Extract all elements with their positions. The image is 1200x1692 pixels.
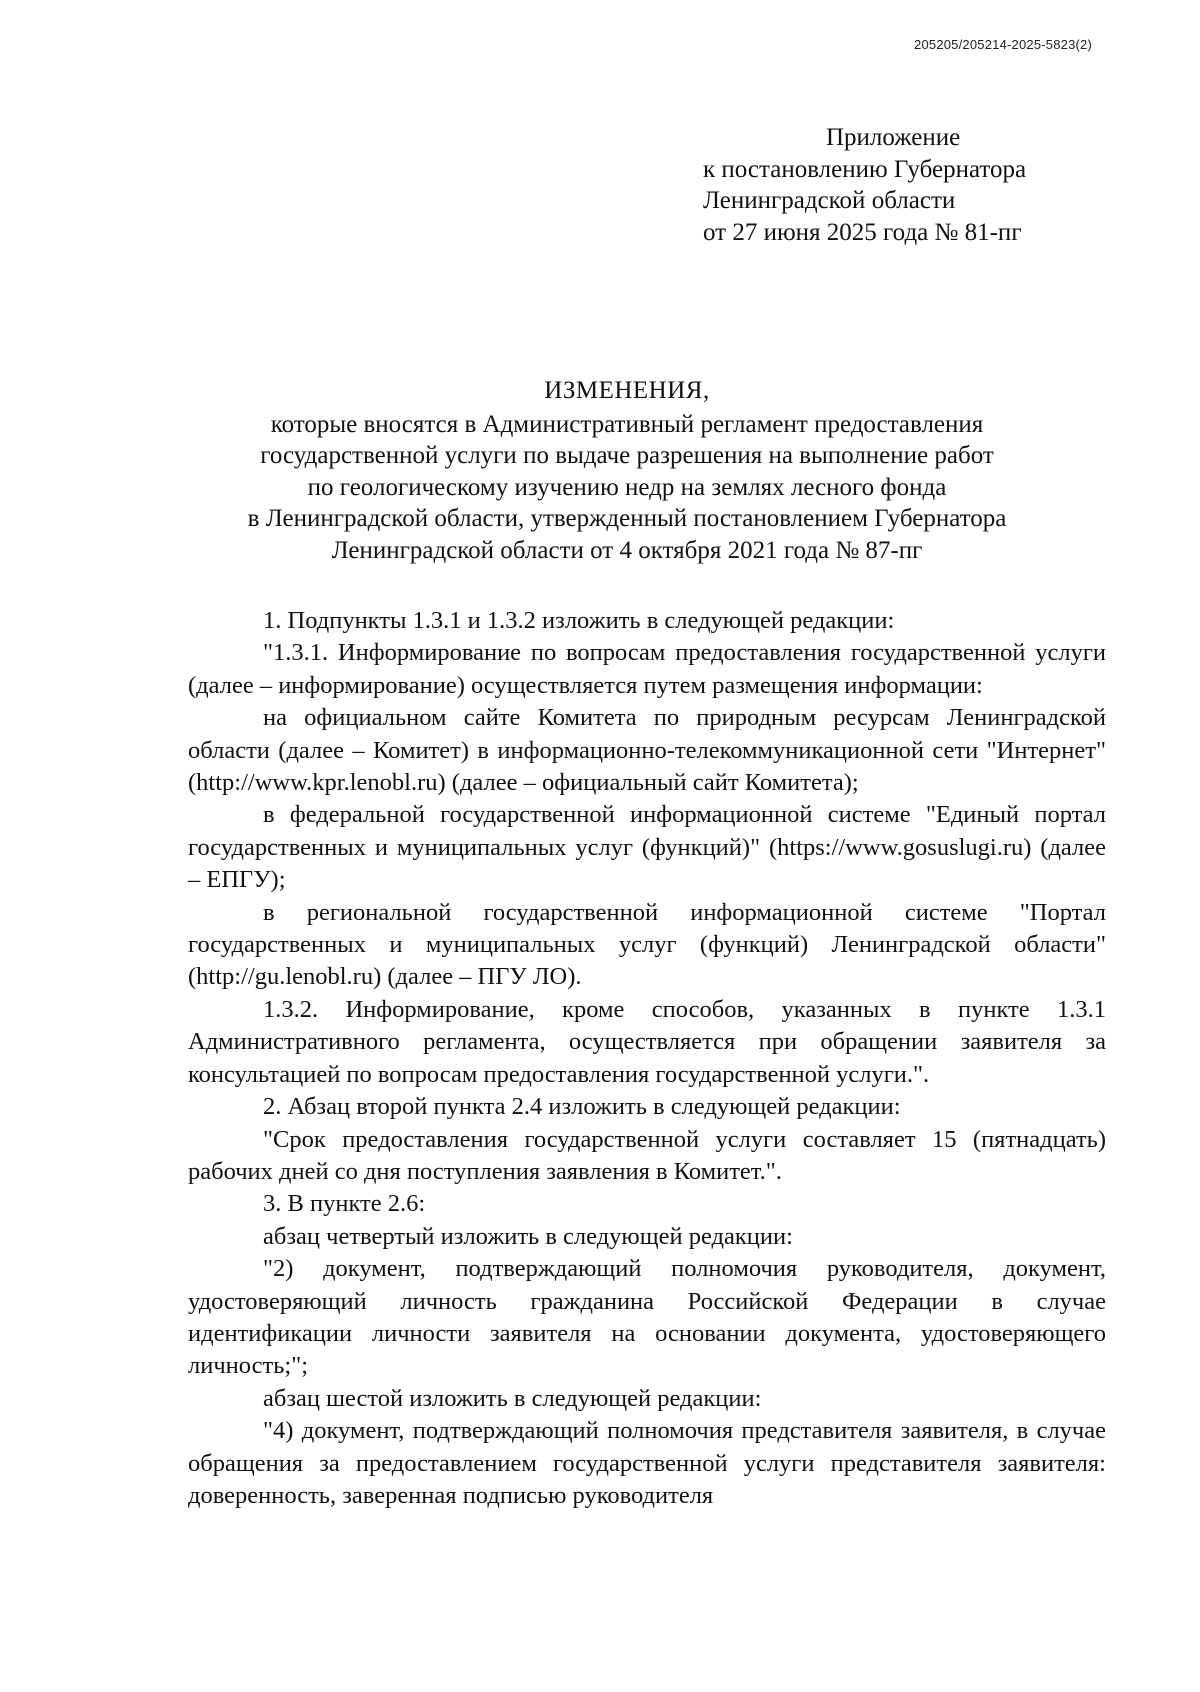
body-paragraph: "4) документ, подтверждающий полномочия представителя заявителя, в случае обращения за предоставлением государственной услуги представителя заявителя: доверенность, заверенная подписью руководителя (188, 1417, 1106, 1509)
body-paragraph: "Срок предоставления государственной услуги составляет 15 (пятнадцать) рабочих дней со дня поступления заявления в Комитет.". (188, 1125, 1106, 1185)
body-paragraph: "2) документ, подтверждающий полномочия руководителя, документ, удостоверяющий личность гражданина Российской Федерации в случае идентификации личности заявителя на основании документа, удостоверяющего личность;"; (188, 1255, 1106, 1380)
document-registration-number: 205205/205214-2025-5823(2) (914, 37, 1092, 52)
body-paragraph: 2. Абзац второй пункта 2.4 изложить в следующей редакции: (263, 1093, 901, 1121)
body-paragraph: в федеральной государственной информационной системе "Единый портал государственных и муниципальных услуг (функций)" (https://www.gosuslugi.ru) (далее – ЕПГУ); (188, 801, 1106, 894)
body-paragraph: абзац шестой изложить в следующей редакции: (263, 1384, 762, 1412)
document-body (188, 605, 1106, 1512)
document-subtitle-line: Ленинградской области от 4 октября 2021 года № 87-пг (331, 536, 923, 564)
body-paragraph: 1. Подпункты 1.3.1 и 1.3.2 изложить в следующей редакции: (263, 607, 895, 634)
appendix-block (703, 122, 1123, 248)
document-title: ИЗМЕНЕНИЯ, (544, 377, 710, 404)
body-paragraph: "1.3.1. Информирование по вопросам предоставления государственной услуги (далее – информирование) осуществляется путем размещения информации: (188, 639, 1106, 699)
body-paragraph: на официальном сайте Комитета по природным ресурсам Ленинградской области (далее – Комитет) в информационно-телекоммуникационной сети "Интернет" (http://www.kpr.lenobl.ru) (далее – официальный сайт Комитета); (188, 704, 1106, 797)
body-paragraph: в региональной государственной информационной системе "Портал государственных и муниципальных услуг (функций) Ленинградской области" (http://gu.lenobl.ru) (далее – ПГУ ЛО). (188, 898, 1106, 991)
document-subtitle-line: в Ленинградской области, утвержденный постановлением Губернатора (247, 505, 1007, 532)
document-subtitle-line: по геологическому изучению недр на землях лесного фонда (307, 473, 947, 501)
document-subtitle-line: государственной услуги по выдаче разрешения на выполнение работ (260, 442, 994, 469)
appendix-line-resolution: к постановлению Губернатора (703, 155, 1027, 183)
document-subtitle-line: которые вносятся в Административный регламент предоставления (270, 410, 984, 438)
document-title-block (150, 375, 1104, 566)
appendix-line-date-number: от 27 июня 2025 года № 81-пг (703, 218, 1022, 246)
body-paragraph: абзац четвертый изложить в следующей редакции: (263, 1222, 793, 1250)
appendix-line-region: Ленинградской области (703, 187, 956, 214)
appendix-label: Приложение (826, 124, 961, 151)
body-paragraph: 1.3.2. Информирование, кроме способов, указанных в пункте 1.3.1 Административного регламента, осуществляется при обращении заявителя за консультацией по вопросам предоставления государственной услуги.". (188, 995, 1106, 1088)
body-paragraph: 3. В пункте 2.6: (263, 1190, 426, 1218)
